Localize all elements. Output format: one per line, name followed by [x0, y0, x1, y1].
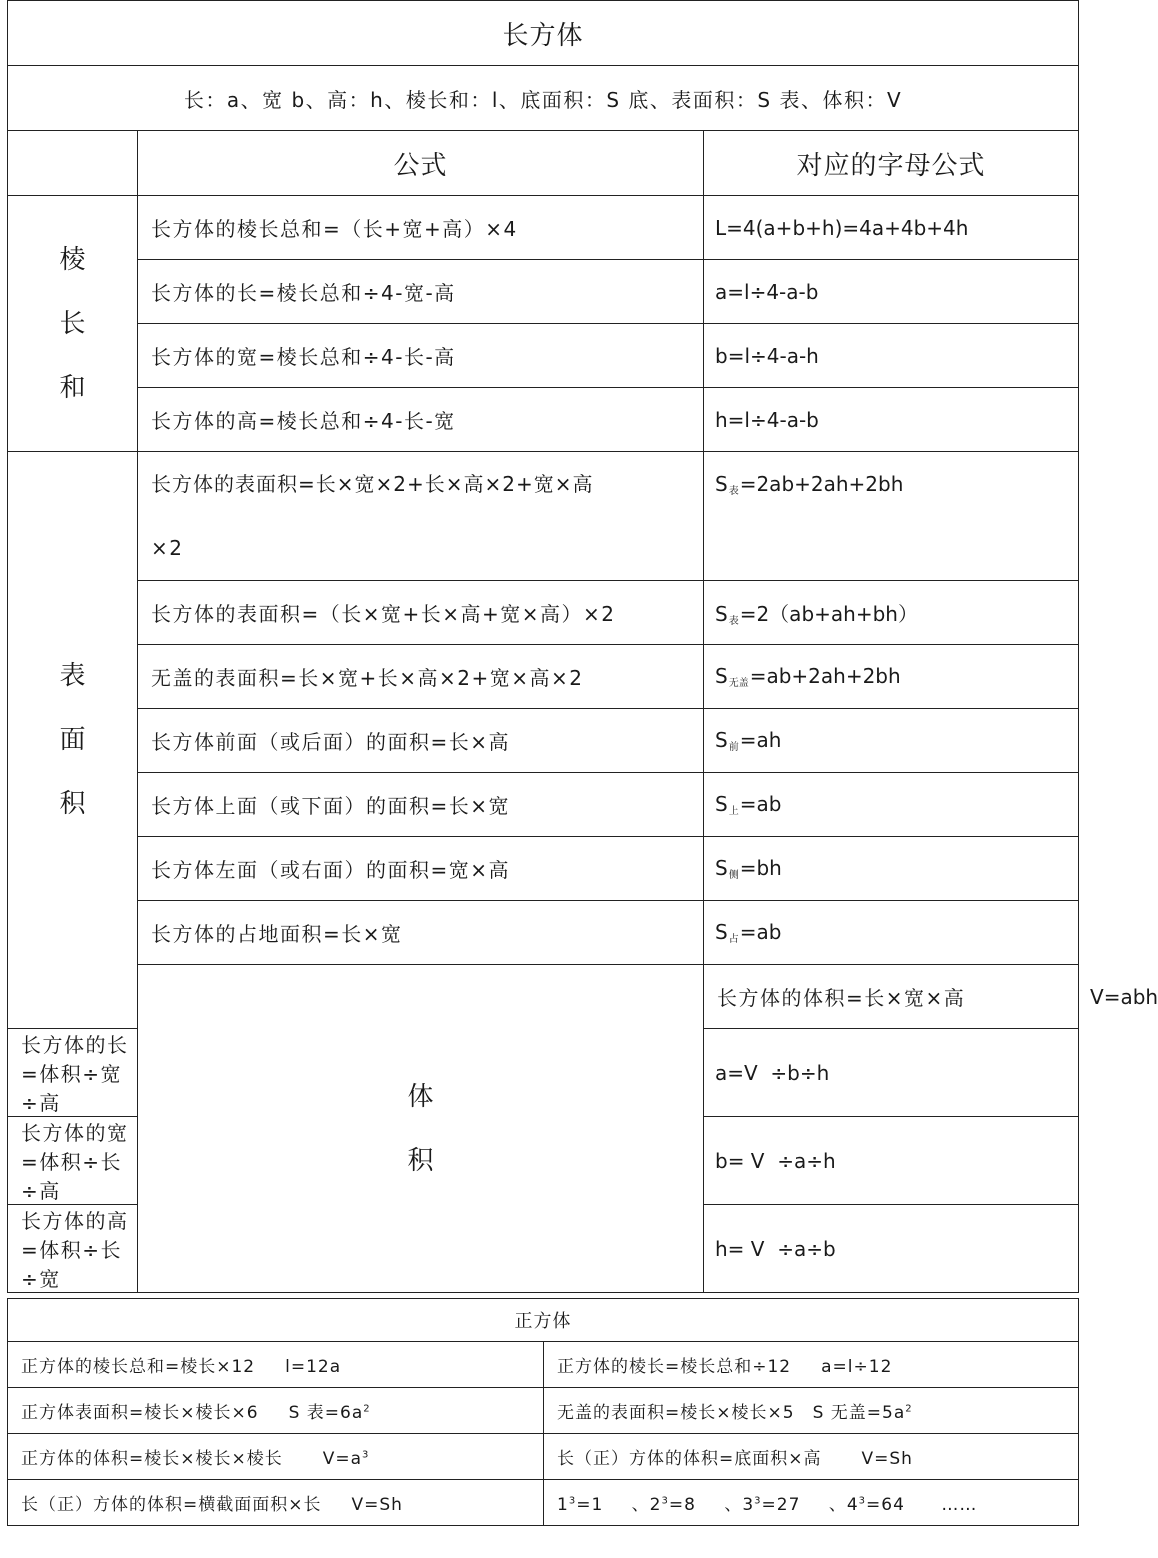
- cube-cell: 无盖的表面积=棱长×棱长×5 S 无盖$=5a^2$: [544, 1388, 1079, 1434]
- table-row: [8, 645, 1079, 709]
- table-row: [8, 196, 1079, 260]
- table-row: 体 积 长方体的体积=长×宽×高 V=abh: [8, 965, 1079, 1029]
- letter-formula: h= V ÷a÷b: [704, 1205, 1079, 1293]
- formula-text: 长方体的宽=棱长总和÷4-长-高: [138, 324, 704, 388]
- table-row: [8, 773, 1079, 837]
- letter-formula: a=V ÷b÷h: [704, 1029, 1079, 1117]
- letter-formula: $S_上=ab$: [704, 773, 1079, 837]
- table-row: [8, 901, 1079, 965]
- table-row: [8, 1480, 1079, 1526]
- formula-text: 长方体的宽=体积÷长÷高: [8, 1117, 138, 1205]
- letter-formula: L=4(a+b+h)=4a+4b+4h: [704, 196, 1079, 260]
- table-row: [8, 581, 1079, 645]
- formula-text: 长方体的表面积=长×宽×2+长×高×2+宽×高 ×2: [138, 452, 704, 581]
- letter-formula: $S_表=2ab+2ah+2bh$: [704, 452, 1079, 581]
- cube-cell: 正方体的棱长=棱长总和÷12 a=l÷12: [544, 1342, 1079, 1388]
- letter-formula: $S_表=2(ab+ah+bh)$: [704, 581, 1079, 645]
- cube-cell: 正方体的棱长总和=棱长×12 l=12a: [8, 1342, 544, 1388]
- formula-text: 长方体的棱长总和=（长+宽+高）×4: [138, 196, 704, 260]
- formula-text: 长方体的占地面积=长×宽: [138, 901, 704, 965]
- category-surface-area: 表 面 积: [8, 452, 138, 1029]
- header-letter-formula: 对应的字母公式: [704, 131, 1079, 196]
- letter-formula: h=l÷4-a-b: [704, 388, 1079, 452]
- table-row: [8, 1388, 1079, 1434]
- cube-formula-table: [7, 1298, 1079, 1526]
- formula-text: 长方体上面（或下面）的面积=长×宽: [138, 773, 704, 837]
- cube-cell: 正方体表面积=棱长×棱长×6 S 表$=6a^2$: [8, 1388, 544, 1434]
- formula-text: 长方体的体积=长×宽×高: [704, 965, 1079, 1029]
- powers-cell: $1^3=1$ 、$2^3=8$ 、$3^3=27$ 、$4^3=64$ ……: [544, 1480, 1079, 1526]
- letter-formula: $S_侧=bh$: [704, 837, 1079, 901]
- table-row: [8, 260, 1079, 324]
- table-row: [8, 709, 1079, 773]
- variable-legend: 长：a、宽 b、高：h、棱长和：l、底面积：S 底、表面积：S 表、体积：V: [8, 66, 1079, 131]
- formula-text: 长方体的长=体积÷宽÷高: [8, 1029, 138, 1117]
- cube-cell: 长（正）方体的体积=横截面面积×长 V=Sh: [8, 1480, 544, 1526]
- letter-formula: b= V ÷a÷h: [704, 1117, 1079, 1205]
- formula-text: 无盖的表面积=长×宽+长×高×2+宽×高×2: [138, 645, 704, 709]
- table-row: [8, 837, 1079, 901]
- cuboid-formula-table: [7, 0, 1158, 1293]
- letter-formula: $S_{无盖}=ab+2ah+2bh$: [704, 645, 1079, 709]
- category-edge-sum: 棱 长 和: [8, 196, 138, 452]
- formula-text: 长方体左面（或右面）的面积=宽×高: [138, 837, 704, 901]
- category-volume: 体 积: [138, 965, 704, 1293]
- letter-formula: b=l÷4-a-h: [704, 324, 1079, 388]
- cuboid-title: 长方体: [8, 1, 1079, 66]
- formula-text: 长方体前面（或后面）的面积=长×高: [138, 709, 704, 773]
- formula-text: 长方体的高=棱长总和÷4-长-宽: [138, 388, 704, 452]
- letter-formula: $S_前=ah$: [704, 709, 1079, 773]
- formula-text: 长方体的长=棱长总和÷4-宽-高: [138, 260, 704, 324]
- cube-cell: 长（正）方体的体积=底面积×高 V=Sh: [544, 1434, 1079, 1480]
- table-row: [8, 324, 1079, 388]
- formula-text: 长方体的表面积=（长×宽+长×高+宽×高）×2: [138, 581, 704, 645]
- cube-title: 正方体: [8, 1299, 1079, 1342]
- cube-cell: 正方体的体积=棱长×棱长×棱长 $V=a^3$: [8, 1434, 544, 1480]
- formula-text: 长方体的高=体积÷长÷宽: [8, 1205, 138, 1293]
- table-row: [8, 1342, 1079, 1388]
- letter-formula: $S_占=ab$: [704, 901, 1079, 965]
- letter-formula: a=l÷4-a-b: [704, 260, 1079, 324]
- table-row: [8, 452, 1079, 581]
- table-row: [8, 388, 1079, 452]
- header-formula: 公式: [138, 131, 704, 196]
- table-row: [8, 1434, 1079, 1480]
- header-blank: [8, 131, 138, 196]
